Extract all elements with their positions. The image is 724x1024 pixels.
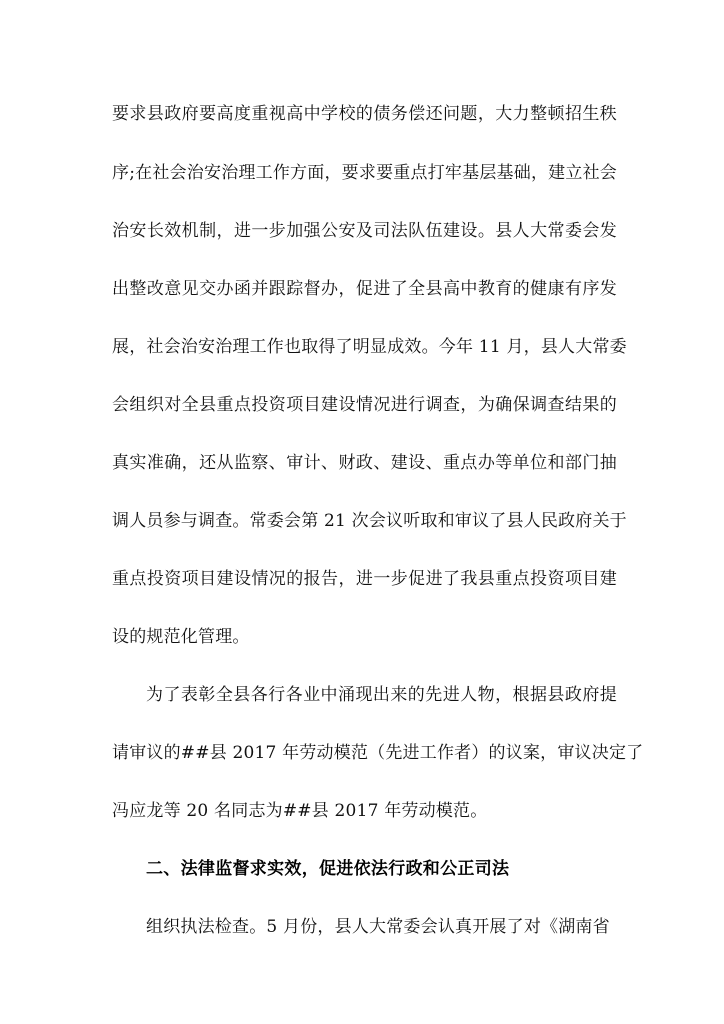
section-heading: 二、法律监督求实效，促进依法行政和公正司法 (146, 859, 510, 879)
paragraph-1-line-6: 会组织对全县重点投资项目建设情况进行调查，为确保调查结果的 (112, 395, 617, 415)
paragraph-3-line-1: 组织执法检查。5 月份，县人大常委会认真开展了对《湖南省 (146, 917, 610, 937)
paragraph-1-line-7: 真实准确，还从监察、审计、财政、建设、重点办等单位和部门抽 (112, 453, 617, 473)
paragraph-2-line-2: 请审议的##县 2017 年劳动模范（先进工作者）的议案，审议决定了 (112, 743, 644, 763)
paragraph-1-line-2: 序;在社会治安治理工作方面，要求要重点打牢基层基础，建立社会 (112, 163, 617, 183)
paragraph-2-line-1: 为了表彰全县各行各业中涌现出来的先进人物，根据县政府提 (146, 685, 617, 705)
paragraph-1-line-1: 要求县政府要高度重视高中学校的债务偿还问题，大力整顿招生秩 (112, 104, 617, 124)
paragraph-1-line-5: 展，社会治安治理工作也取得了明显成效。今年 11 月，县人大常委 (112, 337, 627, 357)
paragraph-1-line-3: 治安长效机制，进一步加强公安及司法队伍建设。县人大常委会发 (112, 221, 617, 241)
paragraph-1-line-8: 调人员参与调查。常委会第 21 次会议听取和审议了县人民政府关于 (112, 511, 627, 531)
paragraph-1-line-4: 出整改意见交办函并跟踪督办，促进了全县高中教育的健康有序发 (112, 279, 617, 299)
paragraph-1-line-9: 重点投资项目建设情况的报告，进一步促进了我县重点投资项目建 (112, 569, 617, 589)
paragraph-2-line-3: 冯应龙等 20 名同志为##县 2017 年劳动模范。 (112, 801, 488, 821)
paragraph-1-line-10: 设的规范化管理。 (112, 627, 250, 647)
